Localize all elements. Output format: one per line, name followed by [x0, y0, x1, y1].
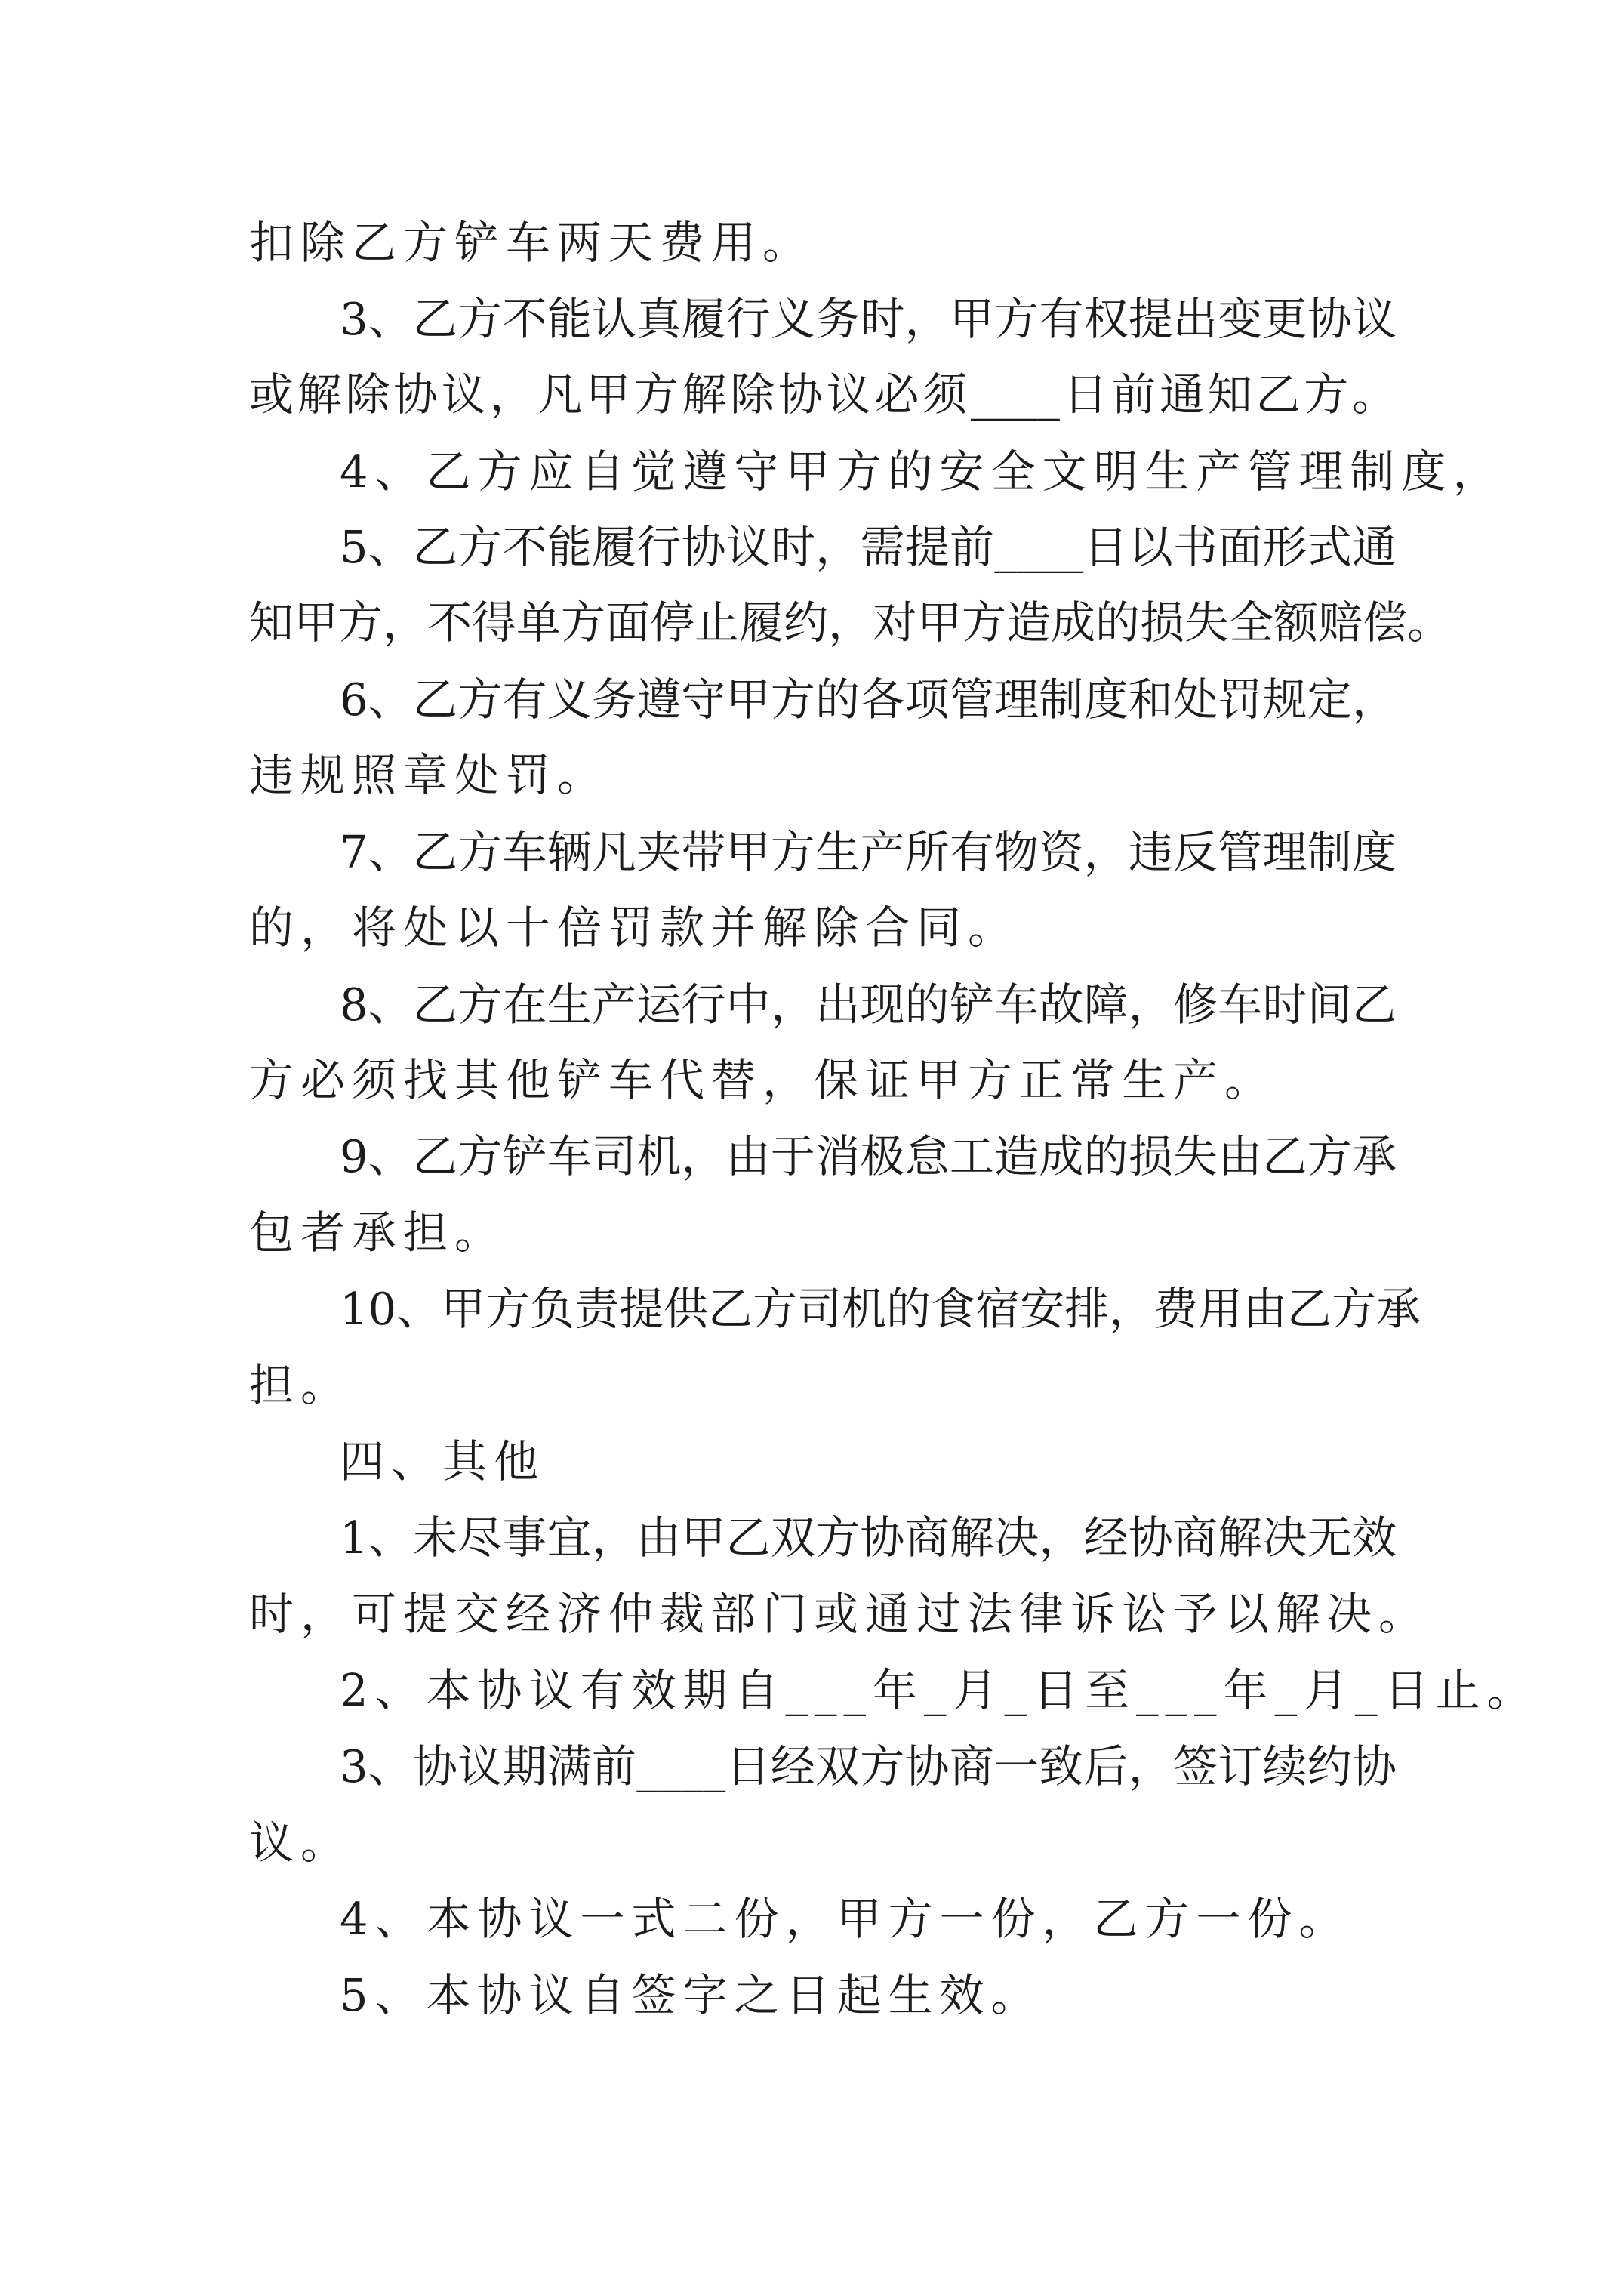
text-line: 5、本协议自签字之日起生效。: [340, 1969, 1042, 2021]
text-line: 的，将处以十倍罚款并解除合同。: [249, 901, 1020, 954]
text-line: 或解除协议，凡甲方解除协议必须____日前通知乙方。: [249, 368, 1397, 421]
section-heading: 四、其他: [340, 1435, 546, 1487]
text-line: 违规照章处罚。: [249, 749, 609, 801]
text-line: 知甲方，不得单方面停止履约，对甲方造成的损失全额赔偿。: [249, 596, 1452, 649]
text-line: 10、甲方负责提供乙方司机的食宿安排，费用由乙方承: [340, 1283, 1421, 1335]
text-line: 2、本协议有效期自___年_月_日至___年_月_日止。: [340, 1664, 1538, 1716]
text-line: 时，可提交经济仲裁部门或通过法律诉讼予以解决。: [249, 1588, 1431, 1640]
text-line: 9、乙方铲车司机，由于消极怠工造成的损失由乙方承: [340, 1130, 1397, 1182]
text-line: 1、未尽事宜，由甲乙双方协商解决，经协商解决无效: [340, 1512, 1397, 1564]
text-line: 4、乙方应自觉遵守甲方的安全文明生产管理制度，: [340, 445, 1504, 498]
text-line: 6、乙方有义务遵守甲方的各项管理制度和处罚规定，: [340, 673, 1397, 726]
text-line: 包者承担。: [249, 1207, 507, 1259]
text-line: 3、协议期满前____日经双方协商一致后，签订续约协: [340, 1740, 1397, 1792]
text-line: 5、乙方不能履行协议时，需提前____日以书面形式通: [340, 521, 1397, 573]
text-line: 7、乙方车辆凡夹带甲方生产所有物资，违反管理制度: [340, 826, 1397, 878]
text-line: 3、乙方不能认真履行义务时，甲方有权提出变更协议: [340, 293, 1397, 345]
text-line: 议。: [249, 1817, 353, 1869]
text-line: 8、乙方在生产运行中，出现的铲车故障，修车时间乙: [340, 978, 1397, 1031]
text-line: 4、本协议一式二份，甲方一份，乙方一份。: [340, 1893, 1350, 1945]
text-line: 方必须找其他铲车代替，保证甲方正常生产。: [249, 1054, 1277, 1106]
text-line: 担。: [249, 1359, 353, 1411]
text-line: 扣除乙方铲车两天费用。: [249, 217, 815, 269]
